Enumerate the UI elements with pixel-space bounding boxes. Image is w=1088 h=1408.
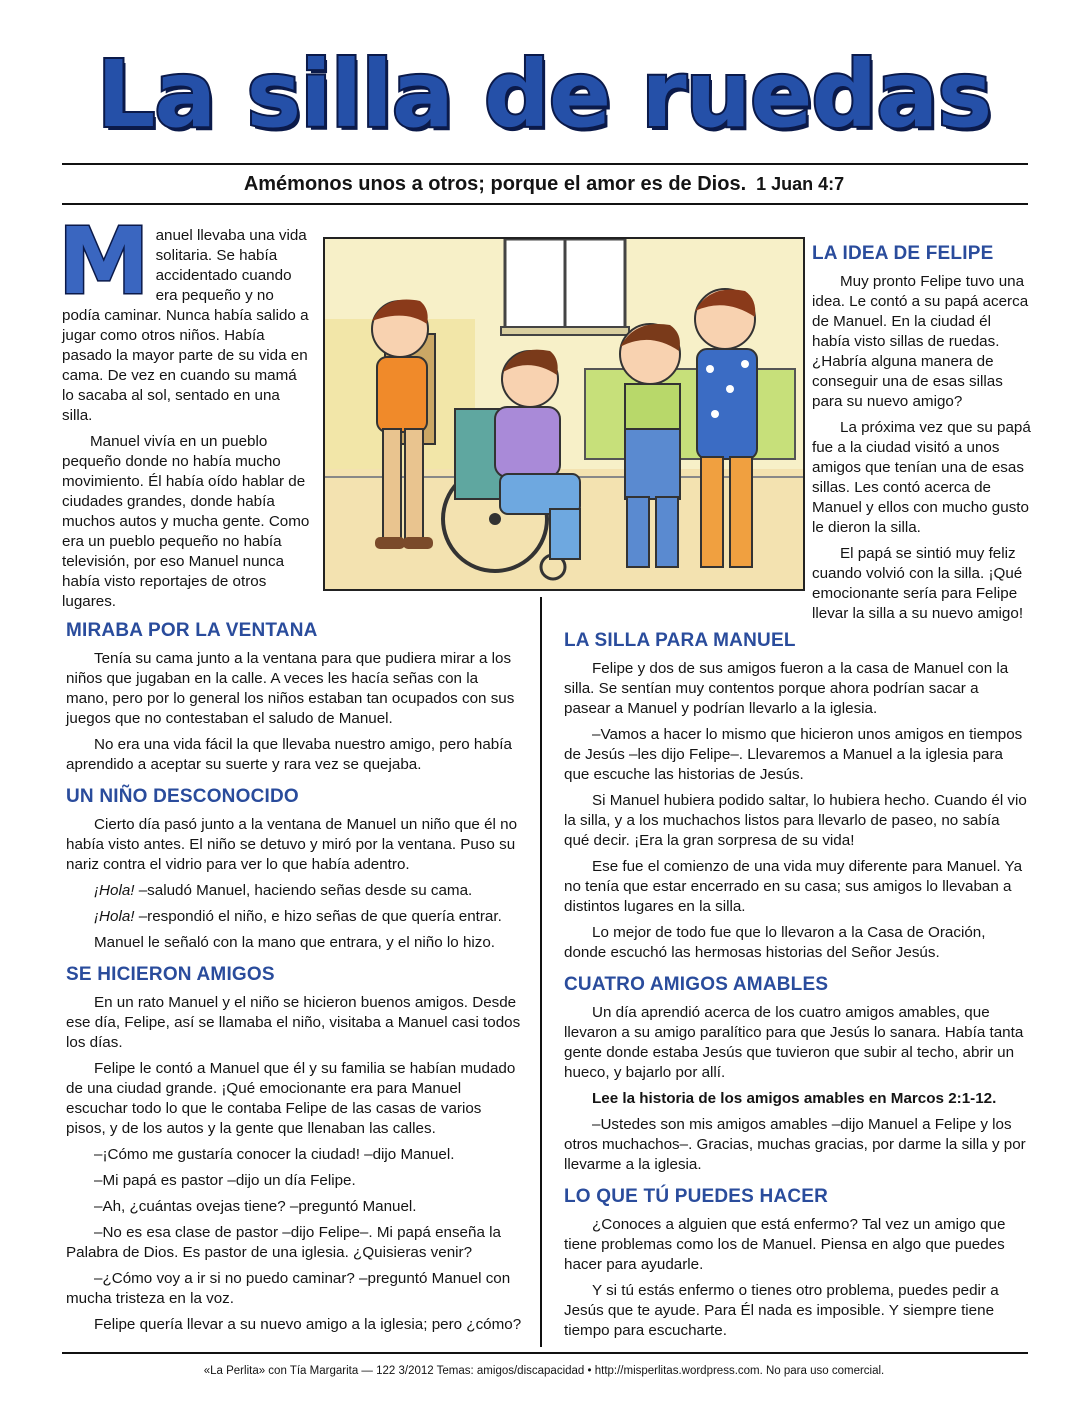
idea-heading: LA IDEA DE FELIPE bbox=[812, 243, 994, 264]
cuatro-paragraph-1: Un día aprendió acerca de los cuatro amigos amables, que llevaron a su amigo paralítico para que Jesús lo sanara. Había tanta gente donde estaba Jesús que tuvieron que subir al techo, abrir un hueco, y bajarlo por allí. bbox=[564, 1004, 1024, 1081]
desconocido-paragraph-1: Cierto día pasó junto a la ventana de Manuel un niño que él no había visto antes. El niño se detuvo y miró por la ventana. Puso su nariz contra el vidrio para ver lo que había adentro. bbox=[66, 816, 518, 873]
idea-section bbox=[812, 242, 1032, 630]
puedes-heading: LO QUE TÚ PUEDES HACER bbox=[564, 1186, 829, 1207]
amigos-paragraph-7: –¿Cómo voy a ir si no puedo caminar? –preguntó Manuel con mucha tristeza en la voz. bbox=[66, 1270, 511, 1307]
verse-ref: 1 Juan 4:7 bbox=[756, 174, 845, 194]
ventana-heading: MIRABA POR LA VENTANA bbox=[66, 620, 318, 641]
intro-paragraph-1: anuel llevaba una vida solitaria. Se había accidentado cuando era pequeño y no podía caminar. Nunca había salido a jugar como otros niños. Había pasado la mayor parte de su vida en cama. De vez en cuando su mamá lo sacaba al sol, sentado en una silla. bbox=[62, 227, 309, 424]
right-column bbox=[564, 629, 1028, 1347]
desconocido-paragraph-3 bbox=[66, 907, 522, 927]
cuatro-bible-reference: Lee la historia de los amigos amables en Marcos 2:1-12. bbox=[592, 1090, 997, 1107]
intro-paragraph-2: Manuel vivía en un pueblo pequeño donde no había mucho movimiento. Él había oído hablar de ciudades grandes, donde había muchos autos y mucha gente. Como era un pueblo pequeño no había televisión, por eso Manuel nunca había visto reportajes de otros lugares. bbox=[62, 433, 310, 610]
silla-paragraph-2: –Vamos a hacer lo mismo que hicieron unos amigos en tiempos de Jesús –les dijo Felipe–. Llevaremos a Manuel a la iglesia para que escuche las historias de Jesús. bbox=[564, 726, 1023, 783]
desconocido-paragraph-4: Manuel le señaló con la mano que entrara, y el niño lo hizo. bbox=[94, 934, 496, 951]
idea-paragraph-2: La próxima vez que su papá fue a la ciudad visitó a unos amigos que tenían una de esas sillas. Les contó acerca de Manuel y ellos con mucho gusto le dieron la silla. bbox=[812, 419, 1031, 536]
hola-2: ¡Hola! bbox=[94, 908, 135, 925]
intro-section bbox=[58, 208, 310, 618]
amigos-paragraph-3: –¡Cómo me gustaría conocer la ciudad! –dijo Manuel. bbox=[94, 1146, 455, 1163]
hola-1: ¡Hola! bbox=[94, 882, 135, 899]
bottom-rule bbox=[62, 1352, 1028, 1354]
silla-paragraph-4: Ese fue el comienzo de una vida muy diferente para Manuel. Ya no tenía que estar encerrado en su casa; sus amigos lo llevaban a distintos lugares en la silla. bbox=[564, 858, 1023, 915]
ventana-paragraph-1: Tenía su cama junto a la ventana para que pudiera mirar a los niños que jugaban en la calle. A veces les hacía señas con la mano, pero por lo general los niños estaban tan ocupados con sus juegos que no contestaban el saludo de Manuel. bbox=[66, 650, 515, 727]
idea-paragraph-3: El papá se sintió muy feliz cuando volvió con la silla. ¡Qué emocionante sería para Felipe llevar la silla a su nuevo amigo! bbox=[812, 545, 1024, 622]
desconocido-paragraph-2 bbox=[66, 881, 522, 901]
desconocido-paragraph-2-text: –saludó Manuel, haciendo señas desde su cama. bbox=[134, 882, 473, 899]
amigos-paragraph-1: En un rato Manuel y el niño se hicieron buenos amigos. Desde ese día, Felipe, así se llamaba el niño, visitaba a Manuel casi todos los días. bbox=[66, 994, 521, 1051]
amigos-paragraph-2: Felipe le contó a Manuel que él y su familia se habían mudado de una ciudad grande. ¡Qué emocionante era para Manuel escuchar todo lo que le contaba Felipe de las casas de varios pisos, y de los autos y la gente que llenaban las calles. bbox=[66, 1060, 516, 1137]
verse-line bbox=[60, 171, 1028, 197]
desconocido-heading: UN NIÑO DESCONOCIDO bbox=[66, 786, 299, 807]
silla-paragraph-3: Si Manuel hubiera podido saltar, lo hubiera hecho. Cuando él vio la silla, y a los muchachos listos para llevarlo de paseo, no sabía qué decir. ¡Era la gran sorpresa de su vida! bbox=[564, 792, 1027, 849]
amigos-paragraph-5: –Ah, ¿cuántas ovejas tiene? –preguntó Manuel. bbox=[94, 1198, 417, 1215]
ventana-paragraph-2: No era una vida fácil la que llevaba nuestro amigo, pero había aprendido a aceptar su suerte y rara vez se quejaba. bbox=[66, 736, 512, 773]
footer: «La Perlita» con Tía Margarita — 122 3/2012 Temas: amigos/discapacidad • http://misperlitas.wordpress.com. No para uso comercial. bbox=[203, 1365, 885, 1377]
page-title: La silla de ruedas bbox=[96, 41, 992, 148]
desconocido-paragraph-3-text: –respondió el niño, e hizo señas de que quería entrar. bbox=[134, 908, 502, 925]
idea-paragraph-1: Muy pronto Felipe tuvo una idea. Le contó a su papá acerca de Manuel. En la ciudad él había visto sillas de ruedas. ¿Habría alguna manera de conseguir una de esas sillas para su nuevo amigo? bbox=[812, 273, 1029, 410]
column-divider bbox=[540, 597, 542, 1347]
cuatro-heading: CUATRO AMIGOS AMABLES bbox=[564, 974, 829, 995]
verse-text: Amémonos unos a otros; porque el amor es de Dios. bbox=[243, 173, 747, 195]
silla-paragraph-5: Lo mejor de todo fue que lo llevaron a la Casa de Oración, donde escuchó las hermosas historias del Señor Jesús. bbox=[564, 924, 986, 961]
amigos-paragraph-8: Felipe quería llevar a su nuevo amigo a la iglesia; pero ¿cómo? bbox=[94, 1316, 522, 1333]
silla-heading: LA SILLA PARA MANUEL bbox=[564, 630, 796, 651]
amigos-heading: SE HICIERON AMIGOS bbox=[66, 964, 275, 985]
puedes-paragraph-2: Y si tú estás enfermo o tienes otro problema, puedes pedir a Jesús que te ayude. Para Él nada es imposible. Y siempre tiene tiempo para escucharte. bbox=[564, 1282, 999, 1339]
illustration bbox=[323, 237, 805, 591]
left-column bbox=[66, 619, 522, 1341]
silla-paragraph-1: Felipe y dos de sus amigos fueron a la casa de Manuel con la silla. Se sentían muy contentos porque ahora podrían sacar a pasear a Manuel y podrían llevarlo a la iglesia. bbox=[564, 660, 1009, 717]
cuatro-paragraph-3: –Ustedes son mis amigos amables –dijo Manuel a Felipe y los otros muchachos–. Gracias, muchas gracias, por darme la silla y por llevarme a la iglesia. bbox=[564, 1116, 1026, 1173]
amigos-paragraph-6: –No es esa clase de pastor –dijo Felipe–. Mi papá enseña la Palabra de Dios. Es pastor de una iglesia. ¿Quisieras venir? bbox=[66, 1224, 501, 1261]
amigos-paragraph-4: –Mi papá es pastor –dijo un día Felipe. bbox=[94, 1172, 356, 1189]
verse-rule bbox=[62, 203, 1028, 205]
top-rule bbox=[62, 163, 1028, 165]
children-wheelchair-illustration bbox=[325, 239, 803, 589]
puedes-paragraph-1: ¿Conoces a alguien que está enfermo? Tal vez un amigo que tiene problemas como los de Manuel. Piensa en algo que puedes hacer para ayudarle. bbox=[564, 1216, 1006, 1273]
drop-cap: M bbox=[58, 208, 150, 315]
